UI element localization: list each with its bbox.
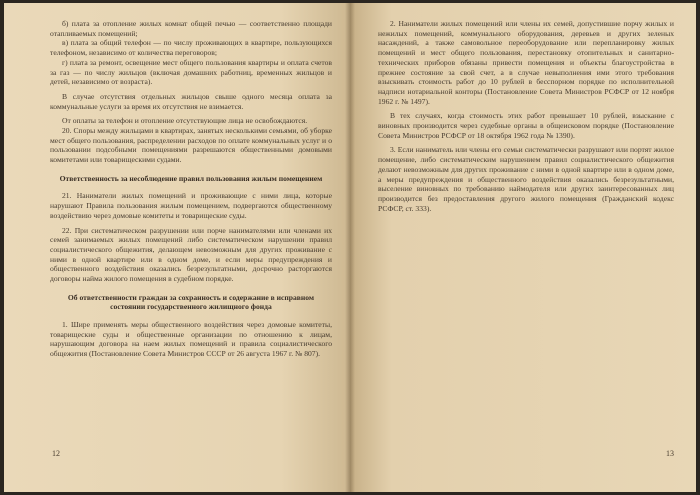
paragraph-22: 22. При систематическом разрушении или порче нанимателями или членами их семей занимаемых жилых помещений либо систематическом нарушении правил социалистического общежития, делающем невозможным для других проживание с ними в одной квартире или в одном доме, и если меры предупреждения и общественного воздействия оказались безрезультатными, досрочно расторгаются договоры найма жилого помещения в судебном порядке. [50,225,332,284]
paragraph-b: б) плата за отопление жилых комнат общей печью — соответственно площади отапливаемых помещений; [50,19,332,38]
paragraph-1: 1. Шире применять меры общественного воздействия через домовые комитеты, товарищеские суды и общественные организации по отношению к лицам, нарушающим договора на наем жилых помещений и правила социалистического общежития (Постановление Совета Министров СССР от 26 августа 1967 г. № 807). [50,319,332,359]
paragraph-20: 20. Споры между жильцами в квартирах, занятых несколькими семьями, об уборке мест общего пользования, распределении расходов по оплате коммунальных услуг и о пользовании подсобными помещениями разрешаются общественными домовыми комитетами или товарищескими судами. [50,126,332,165]
paragraph-2: 2. Наниматели жилых помещений или члены их семей, допустившие порчу жилых и нежилых помещений, коммунального оборудования, деревьев и других зеленых насаждений, а также самовольное переоборудование или перепланировку жилых помещений и мест общего пользования, перестановку отопительных и санитарно-технических приборов обязаны привести помещения и объекты благоустройства в прежнее состояние за свой счет, а в случае невыполнения ими этого требования взыскивать стоимость работ до 10 рублей в бесспорном порядке по исполнительной надписи нотариальной конторы (Постановление Совета Министров РСФСР от 12 ноября 1962 г. № 1497). [378,19,674,106]
section-heading-responsibility: Ответственность за несоблюдение правил пользования жилым помещением [59,173,323,183]
paragraph-v: в) плата за общий телефон — по числу проживающих в квартире, пользующихся телефоном, независимо от количества переговоров; [50,38,332,58]
section-heading-housing-fund: Об ответственности граждан за сохранность и содержание в исправном состоянии государственного жилищного фонда [67,292,315,312]
paragraph-heating: От оплаты за телефон и отопление отсутствующие лица не освобождаются. [62,116,308,126]
book-spread [4,3,696,492]
page-number-left: 12 [52,449,60,458]
paragraph-21: 21. Наниматели жилых помещений и проживающие с ними лица, которые нарушают Правила пользования жилым помещением, подвергаются общественному воздействию через домовые комитеты и товарищеские суды. [50,191,332,220]
page-number-right: 13 [666,449,674,458]
paragraph-absence: В случае отсутствия отдельных жильцов свыше одного месяца оплата за коммунальные услуги за время их отсутствия не взимается. [50,91,332,111]
paragraph-3: 3. Если наниматель или члены его семьи систематически разрушают или портят жилое помещение, либо систематическим нарушением правил социалистического общежития делают невозможным для других проживание с ними в одной квартире или в одном доме, а меры предупреждения и общественного воздействия оказались безрезультатными, выселение виновных по требованию наймодателя или других заинтересованных лиц производится без предоставления другого жилого помещения (Гражданский кодекс РСФСР, ст. 333). [378,145,674,213]
paragraph-g: г) плата за ремонт, освещение мест общего пользования квартиры и оплата счетов за газ — по числу жильцов (включая домашних работниц, временных жильцов и детей, независимо от возраста). [50,57,332,87]
paragraph-cases: В тех случаях, когда стоимость этих работ превышает 10 рублей, взыскание с виновных производится через судебные органы в общеисковом порядке (Постановление Совета Министров РСФСР от 18 октября 1962 года № 1390). [378,111,674,140]
right-page [350,3,696,492]
left-page [4,3,350,492]
